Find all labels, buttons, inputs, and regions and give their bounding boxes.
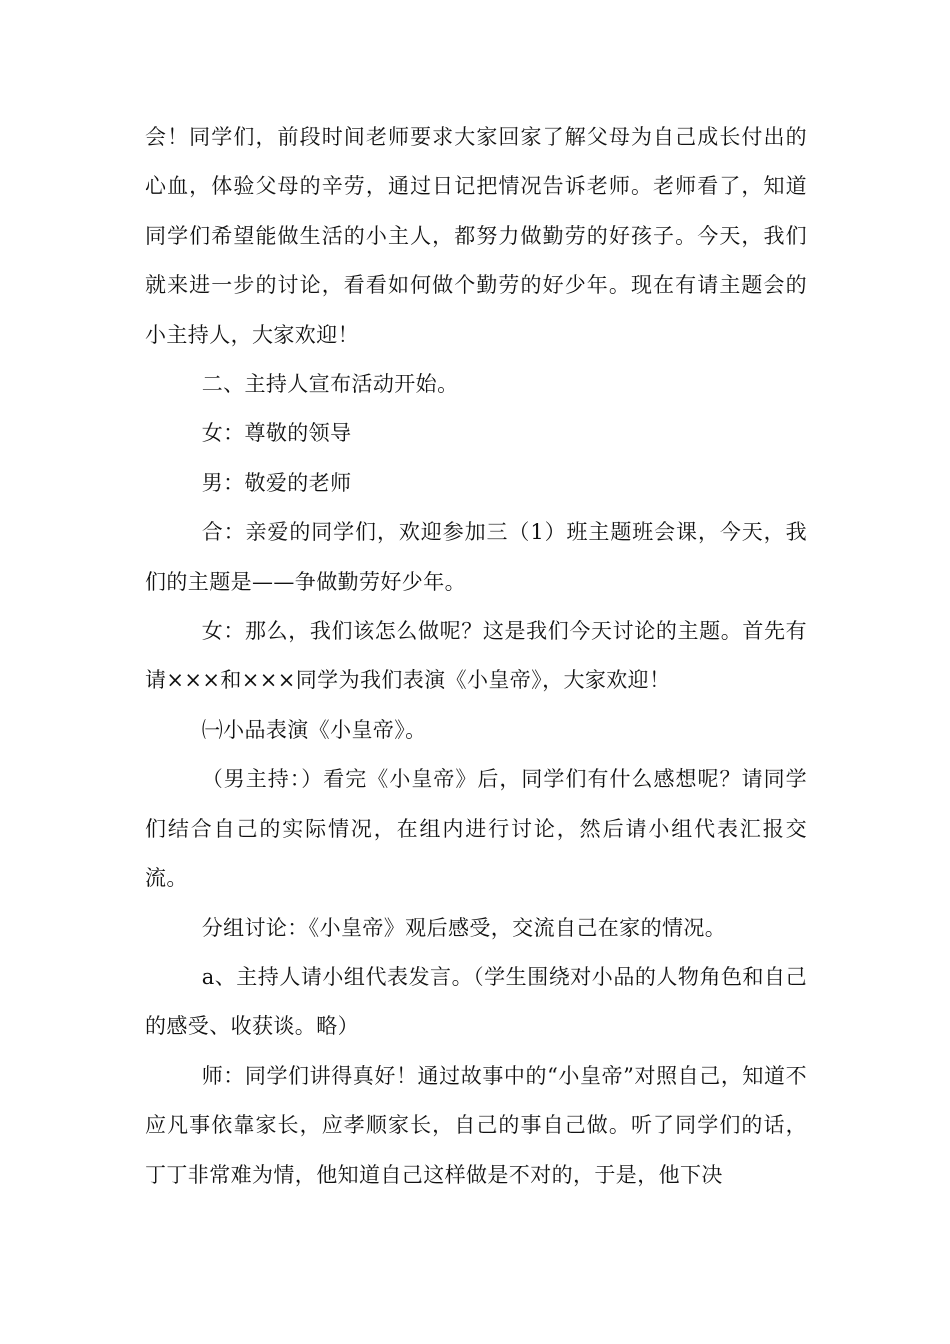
- paragraph-male-host: 男：敬爱的老师: [201, 470, 352, 495]
- paragraph-teacher-remark: 师：同学们讲得真好！通过故事中的“小皇帝”对照自己，知道不应凡事依靠家长，应孝顺家长，自己的事自己做。听了同学们的话，丁丁非常难为情，他知道自己这样做是不对的，于是，他下决: [145, 1063, 807, 1187]
- paragraph-skit-heading: ㈠小品表演《小皇帝》。: [201, 717, 427, 742]
- paragraph-female-host: 女：尊敬的领导: [201, 421, 352, 446]
- document-page: [145, 113, 807, 1200]
- paragraph-male-question: （男主持：）看完《小皇帝》后，同学们有什么感想呢？请同学们结合自己的实际情况，在组内进行讨论，然后请小组代表汇报交流。: [145, 767, 807, 891]
- paragraph-continuation: 会！同学们，前段时间老师要求大家回家了解父母为自己成长付出的心血，体验父母的辛劳，通过日记把情况告诉老师。老师看了，知道同学们希望能做生活的小主人，都努力做勤劳的好孩子。今天，我们就来进一步的讨论，看看如何做个勤劳的好少年。现在有请主题会的小主持人，大家欢迎！: [145, 125, 807, 347]
- paragraph-group-discussion: 分组讨论：《小皇帝》观后感受，交流自己在家的情况。: [201, 915, 727, 940]
- paragraph-female-intro: 女：那么，我们该怎么做呢？这是我们今天讨论的主题。首先有请×××和×××同学为我们表演《小皇帝》，大家欢迎！: [145, 619, 807, 693]
- paragraph-group-report: a、主持人请小组代表发言。（学生围绕对小品的人物角色和自己的感受、收获谈。略）: [145, 964, 807, 1039]
- paragraph-together: 合：亲爱的同学们，欢迎参加三（1）班主题班会课，今天，我们的主题是——争做勤劳好少年。: [145, 520, 807, 594]
- paragraph-host-announce: 二、主持人宣布活动开始。: [201, 372, 459, 397]
